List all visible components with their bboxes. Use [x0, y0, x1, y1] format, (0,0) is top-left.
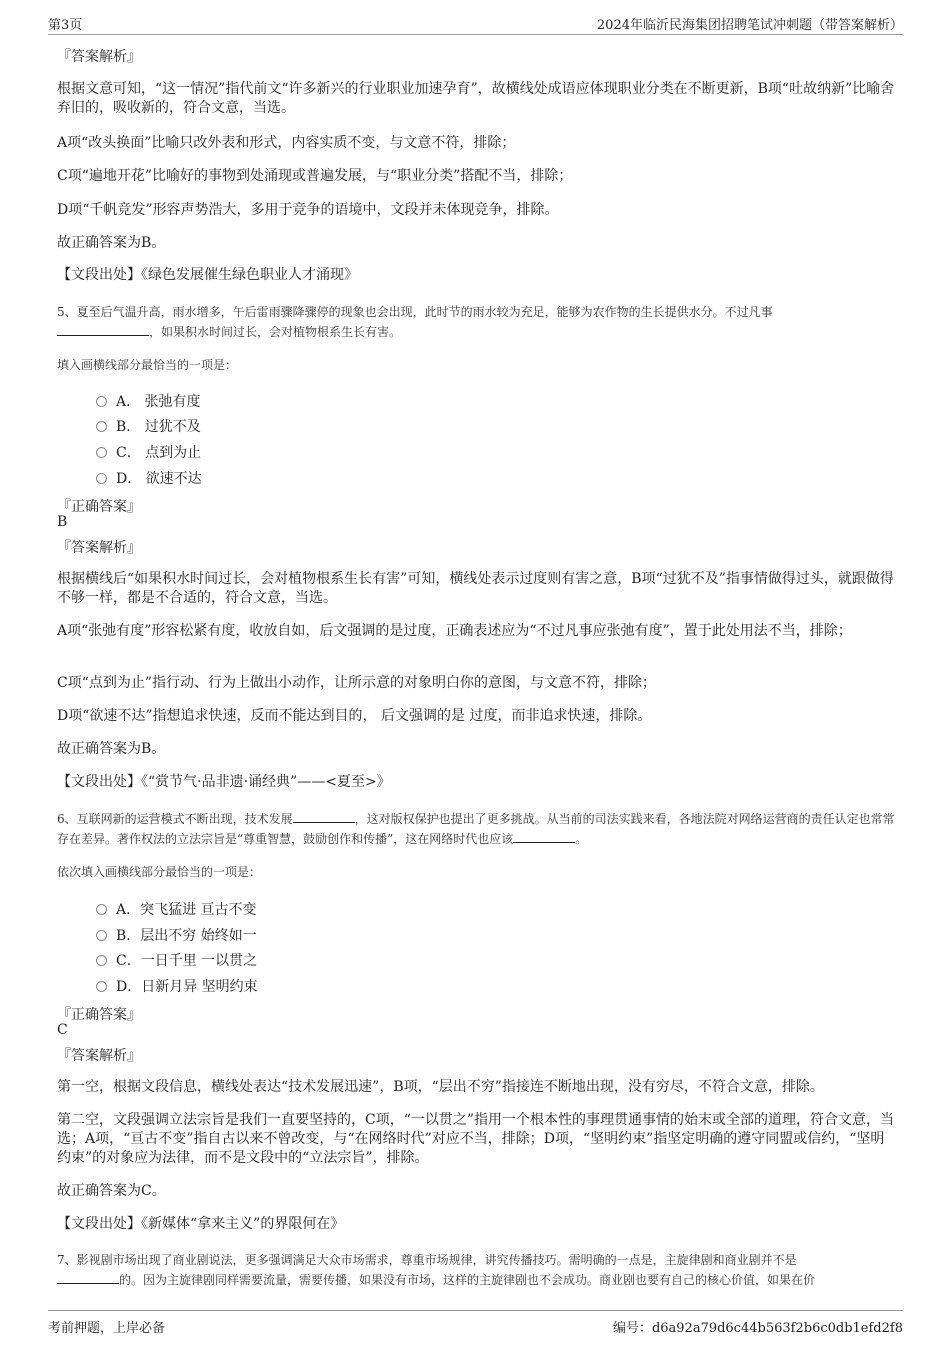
q6-option-c[interactable] — [96, 950, 257, 970]
radio-icon[interactable] — [96, 930, 107, 941]
document-title: 2024年临沂民海集团招聘笔试冲刺题（带答案解析） — [596, 18, 903, 33]
q6-stem-part3: 。 — [575, 832, 588, 846]
q5-prompt: 填入画横线部分最恰当的一项是： — [57, 358, 238, 372]
q7-blank — [57, 1271, 119, 1284]
q4-analysis-p4: D项“千帆竞发”形容声势浩大，多用于竞争的语境中，文段并未体现竞争，排除。 — [57, 202, 559, 218]
q6-option-c-label: C．一日千里 一以贯之 — [116, 953, 258, 969]
q5-option-a[interactable] — [96, 391, 201, 411]
q6-option-b[interactable] — [96, 925, 257, 945]
q5-stem — [57, 302, 895, 342]
q5-option-b-label: B． 过犹不及 — [116, 419, 201, 435]
document-code: 编号：d6a92a79d6c44b563f2b6c0db1efd2f8 — [612, 1321, 903, 1336]
q6-blank-1 — [293, 810, 355, 823]
q5-analysis-p1: 根据横线后“如果积水时间过长，会对植物根系生长有害”可知，横线处表示过度则有害之意，B项“过犹不及”指事情做得过头，就跟做得不够一样，都是不合适的，符合文意，当选。 — [57, 571, 894, 606]
q6-blank-2 — [513, 830, 575, 843]
q5-source: 【文段出处】《“赏节气·品非遗·诵经典”——<夏至>》 — [57, 774, 391, 790]
q5-stem-part2: ，如果积水时间过长，会对植物根系生长有害。 — [149, 325, 402, 339]
q5-analysis-p3: C项“点到为止”指行动、行为上做出小动作，让所示意的对象明白你的意图，与文意不符，排除； — [57, 675, 657, 691]
radio-icon[interactable] — [96, 473, 107, 484]
q6-prompt: 依次填入画横线部分最恰当的一项是： — [57, 865, 262, 879]
radio-icon[interactable] — [96, 447, 107, 458]
q4-analysis-p1: 根据文意可知，“这一情况”指代前文“许多新兴的行业职业加速孕育”，故横线处成语应体现职业分类在不断更新，B项“吐故纳新”比喻舍弃旧的，吸收新的，符合文意，当选。 — [57, 81, 895, 116]
q6-option-d-label: D．日新月异 坚明约束 — [116, 979, 258, 995]
q4-analysis-label: 『答案解析』 — [57, 49, 141, 65]
q6-stem-part2: ，这对版权保护也提出了更多挑战。从当前的司法实践来看，各地法院对网络运营商的责任认定也常常存在差异。著作权法的立法宗旨是“尊重智慧，鼓励创作和传播”，这在网络时代也应该 — [57, 812, 895, 846]
q5-option-b[interactable] — [96, 416, 201, 436]
page-header — [48, 8, 903, 35]
page-footer — [48, 1310, 903, 1339]
radio-icon[interactable] — [96, 981, 107, 992]
q6-correct-label: 『正确答案』 — [57, 1007, 141, 1023]
q5-analysis-p2: A项“张弛有度”形容松紧有度，收放自如，后文强调的是过度，正确表述应为“不过凡事应张弛有度”，置于此处用法不当，排除； — [57, 623, 852, 639]
q6-option-a[interactable] — [96, 899, 257, 919]
q5-analysis-p4: D项“欲速不达”指想追求快速，反而不能达到目的， 后文强调的是 过度，而非追求快速，排除。 — [57, 708, 652, 724]
radio-icon[interactable] — [96, 396, 107, 407]
q5-analysis-label: 『答案解析』 — [57, 540, 141, 556]
q7-stem-part1: 7、影视剧市场出现了商业剧说法，更多强调满足大众市场需求，尊重市场规律，讲究传播技巧。需明确的一点是，主旋律剧和商业剧并不是 — [57, 1253, 797, 1267]
page-number: 第3页 — [48, 18, 83, 33]
q6-stem-part1: 6、互联网新的运营模式不断出现，技术发展 — [57, 812, 293, 826]
radio-icon[interactable] — [96, 955, 107, 966]
q6-option-d[interactable] — [96, 976, 258, 996]
q6-stem — [57, 809, 895, 849]
q6-source: 【文段出处】《新媒体“拿来主义”的界限何在》 — [57, 1216, 345, 1232]
q4-analysis-p3: C项“遍地开花”比喻好的事物到处涌现或普遍发展，与“职业分类”搭配不当，排除； — [57, 168, 573, 184]
q6-correct-answer: C — [57, 1022, 68, 1038]
q7-stem-part2: 的。因为主旋律剧同样需要流量，需要传播，如果没有市场，这样的主旋律剧也不会成功。商业剧也要有自己的核心价值，如果在价 — [119, 1273, 816, 1287]
q4-source: 【文段出处】《绿色发展催生绿色职业人才涌现》 — [57, 267, 358, 283]
radio-icon[interactable] — [96, 421, 107, 432]
footer-slogan: 考前押题，上岸必备 — [48, 1321, 166, 1336]
q5-stem-part1: 5、夏至后气温升高，雨水增多，午后雷雨骤降骤停的现象也会出现，此时节的雨水较为充足，能够为农作物的生长提供水分。不过凡事 — [57, 305, 773, 319]
q6-option-b-label: B．层出不穷 始终如一 — [116, 928, 257, 944]
radio-icon[interactable] — [96, 904, 107, 915]
q7-stem — [57, 1250, 895, 1290]
q5-option-c[interactable] — [96, 442, 201, 462]
q5-correct-answer: B — [57, 514, 68, 530]
q5-option-d[interactable] — [96, 468, 202, 488]
q5-conclusion: 故正确答案为B。 — [57, 741, 166, 757]
q5-option-a-label: A． 张弛有度 — [116, 394, 201, 410]
q6-analysis-label: 『答案解析』 — [57, 1048, 141, 1064]
q6-conclusion: 故正确答案为C。 — [57, 1183, 166, 1199]
q5-option-c-label: C． 点到为止 — [116, 445, 202, 461]
q6-option-a-label: A．突飞猛进 亘古不变 — [116, 902, 257, 918]
q5-blank — [57, 323, 149, 336]
q6-analysis-p1: 第一空，根据文段信息，横线处表达“技术发展迅速”，B项，“层出不穷”指接连不断地出现，没有穷尽，不符合文意，排除。 — [57, 1079, 824, 1095]
q6-analysis-p2: 第二空，文段强调立法宗旨是我们一直要坚持的，C项，“一以贯之”指用一个根本性的事理贯通事情的始末或全部的道理，符合文意，当选；A项，“亘古不变”指自古以来不曾改变，与“在网络时代”对应不当，排除；D项，“坚明约束”指坚定明确的遵守同盟或信约，“坚明约束”的对象应为法律，而不是文段中的“立法宗旨”，排除。 — [57, 1112, 895, 1166]
q4-analysis-p2: A项“改头换面”比喻只改外表和形式，内容实质不变，与文意不符，排除； — [57, 135, 516, 151]
q5-correct-label: 『正确答案』 — [57, 499, 141, 515]
q4-conclusion: 故正确答案为B。 — [57, 235, 166, 251]
q5-option-d-label: D． 欲速不达 — [116, 471, 202, 487]
